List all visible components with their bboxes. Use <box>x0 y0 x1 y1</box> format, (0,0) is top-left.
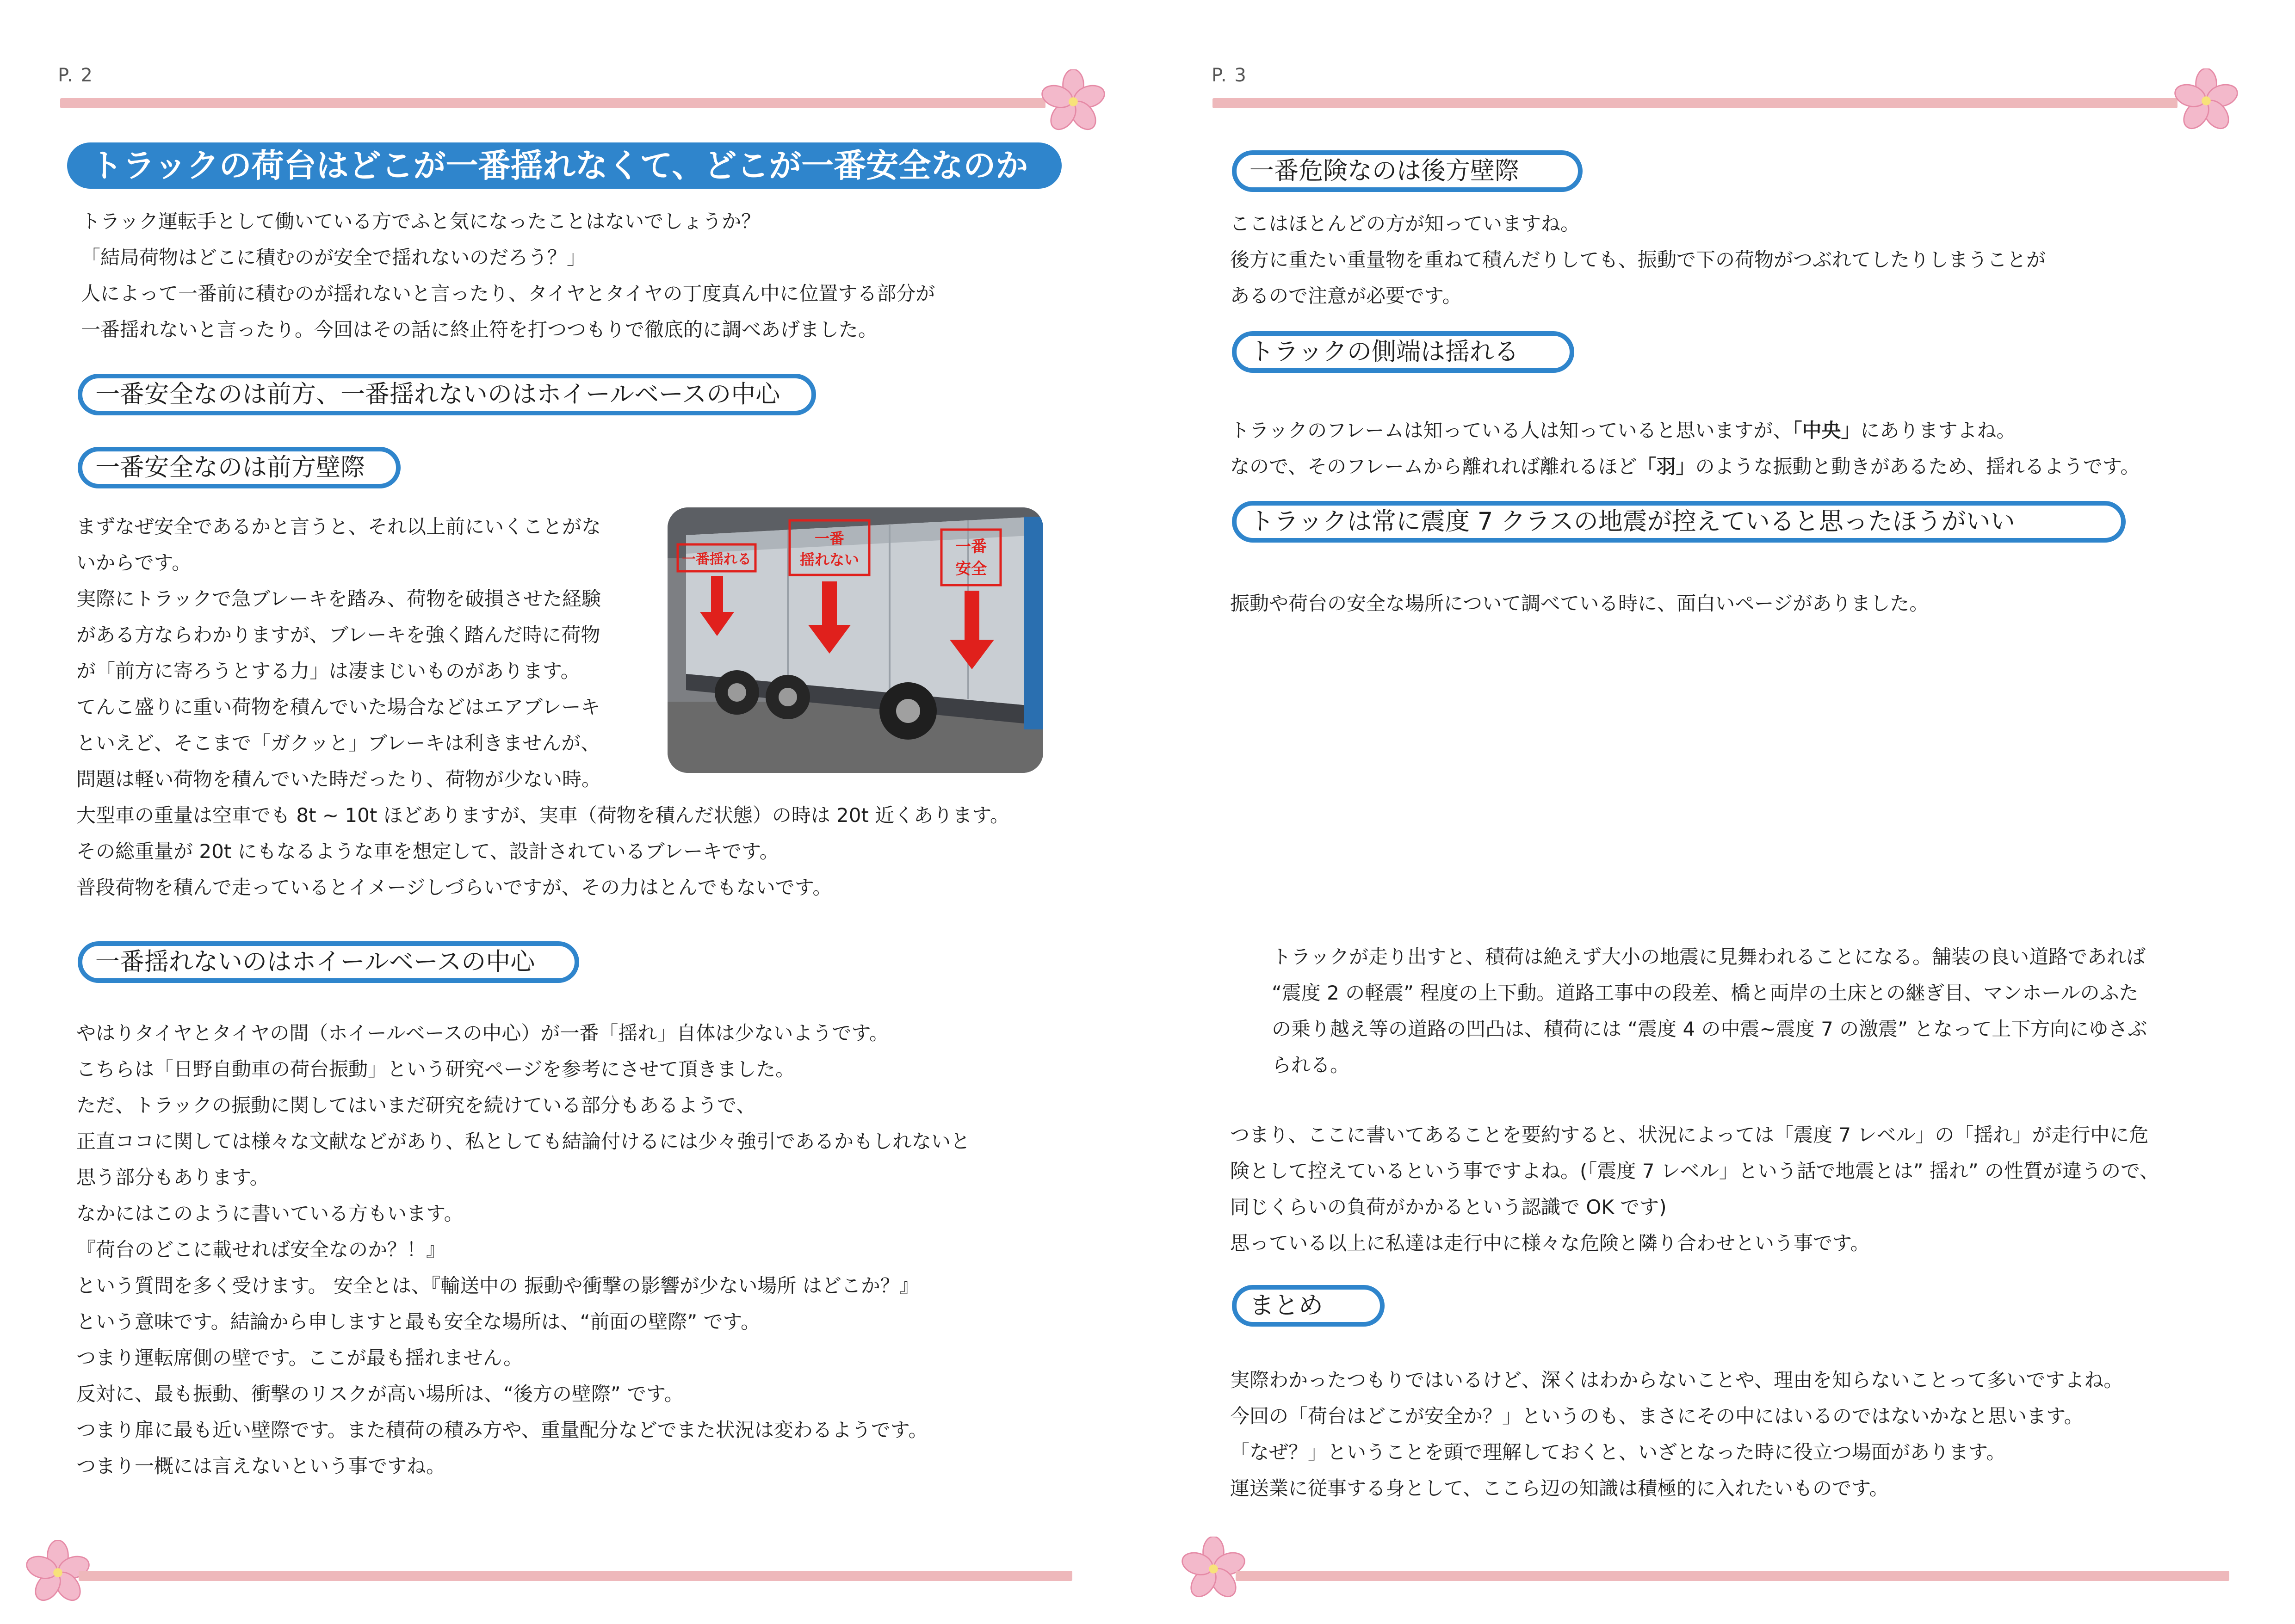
sakura-flower-icon <box>1041 69 1106 134</box>
body-line: 後方に重たい重量物を重ねて積んだりしても、振動で下の荷物がつぶれてしたりしまうことが <box>1230 248 2046 271</box>
quote-line: の乗り越え等の道路の凹凸は、積荷には “震度 4 の中震~震度 7 の激震” となって上下方向にゆさぶ <box>1272 1018 2147 1040</box>
intro-text <box>81 204 935 348</box>
bottom-divider <box>1236 1571 2229 1581</box>
body-text: にありますよね。 <box>1860 419 2016 442</box>
body-text: なので、そのフレームから離れれば離れるほど <box>1230 455 1637 478</box>
rear-wall-text <box>1230 206 2046 314</box>
truck-photo <box>668 507 1043 773</box>
photo-label-safest: 安全 <box>955 560 987 578</box>
section-heading-side-edge: トラックの側端は揺れる <box>1232 331 1574 373</box>
section-heading-wheelbase: 一番揺れないのはホイールベースの中心 <box>78 941 579 983</box>
body-line: 同じくらいの負荷がかかるという認識で OK です) <box>1230 1196 1667 1218</box>
intro-line: 「結局荷物はどこに積むのが安全で揺れないのだろう？」 <box>81 246 587 269</box>
body-line: まずなぜ安全であるかと言うと、それ以上前にいくことがな <box>76 515 601 538</box>
bottom-divider <box>79 1571 1072 1581</box>
body-line: といえど、そこまで「ガクッと」ブレーキは利きませんが、 <box>76 732 600 754</box>
truck-photo-illustration <box>668 507 1043 773</box>
body-line: 険として控えているという事ですよね。(「震度 7 レベル」という話で地震とは” 揺れ” の性質が違うので、 <box>1230 1160 2159 1182</box>
body-line: 正直ココに関しては様々な文献などがあり、私としても結論付けるには少々強引であるかもしれないと <box>76 1130 971 1153</box>
sakura-flower-icon <box>1181 1537 1246 1601</box>
earthquake-intro-text <box>1230 586 1929 622</box>
body-line: ここはほとんどの方が知っていますね。 <box>1230 212 1580 235</box>
side-edge-text <box>1230 413 2140 485</box>
body-line: あるので注意が必要です。 <box>1230 284 1462 307</box>
section-heading-safest-front: 一番安全なのは前方、一番揺れないのはホイールベースの中心 <box>78 374 816 415</box>
quote-text <box>1272 939 2147 1083</box>
body-text: のような振動と動きがあるため、揺れるようです。 <box>1695 455 2140 478</box>
body-line: 普段荷物を積んで走っているとイメージしづらいですが、その力はとんでもないです。 <box>76 876 832 899</box>
page-number: P. 2 <box>58 65 93 86</box>
body-line: という意味です。結論から申しますと最も安全な場所は、“前面の壁際” です。 <box>76 1310 761 1333</box>
sakura-flower-icon <box>2174 68 2239 133</box>
photo-label-safest: 一番 <box>955 537 987 556</box>
body-line: ただ、トラックの振動に関してはいまだ研究を続けている部分もあるようで、 <box>76 1094 756 1117</box>
body-line: つまり一概には言えないという事ですね。 <box>76 1455 446 1477</box>
body-line: こちらは「日野自動車の荷台振動」という研究ページを参考にさせて頂きました。 <box>76 1058 795 1081</box>
section-heading-summary: まとめ <box>1232 1285 1385 1327</box>
section-heading-rear-wall: 一番危険なのは後方壁際 <box>1232 150 1583 192</box>
top-divider <box>1212 98 2177 108</box>
emphasis-text: 「羽」 <box>1637 455 1695 478</box>
quote-line: “震度 2 の軽震” 程度の上下動。道路工事中の段差、橋と両岸の土床との継ぎ目、マンホールのふた <box>1272 982 2139 1004</box>
body-line: 今回の「荷台はどこが安全か？」というのも、まさにその中にはいるのではないかなと思います。 <box>1230 1405 2084 1427</box>
body-line: つまり運転席側の壁です。ここが最も揺れません。 <box>76 1346 523 1369</box>
body-line: つまり、ここに書いてあることを要約すると、状況によっては「震度 7 レベル」の「揺れ」が走行中に危 <box>1230 1124 2149 1146</box>
quote-line: トラックが走り出すと、積荷は絶えず大小の地震に見舞われることになる。舗装の良い道路であれば <box>1272 945 2146 968</box>
top-divider <box>60 98 1045 108</box>
photo-label-least-shake: 一番 <box>814 530 845 547</box>
body-text: トラックのフレームは知っている人は知っていると思いますが、 <box>1230 419 1793 442</box>
summary-text <box>1230 1362 2123 1507</box>
page-title: トラックの荷台はどこが一番揺れなくて、どこが一番安全なのか <box>67 142 1062 189</box>
body-line: 思っている以上に私達は走行中に様々な危険と隣り合わせという事です。 <box>1230 1232 1870 1254</box>
emphasis-text: 「中央」 <box>1792 419 1861 442</box>
photo-label-least-shake: 揺れない <box>799 551 860 568</box>
left-page <box>0 0 1147 1624</box>
body-line: 「なぜ？」ということを頭で理解しておくと、いざとなった時に役立つ場面があります。 <box>1230 1441 2006 1463</box>
section-heading-earthquake: トラックは常に震度 7 クラスの地震が控えていると思ったほうがいい <box>1232 501 2126 543</box>
body-line: つまり扉に最も近い壁際です。また積荷の積み方や、重量配分などでまた状況は変わるようです。 <box>76 1419 928 1441</box>
body-line: 問題は軽い荷物を積んでいた時だったり、荷物が少ない時。 <box>76 768 601 790</box>
body-line: 実際にトラックで急ブレーキを踏み、荷物を破損させた経験 <box>76 587 601 610</box>
intro-line: 一番揺れないと言ったり。今回はその話に終止符を打つつもりで徹底的に調べあげました。 <box>81 318 878 341</box>
right-page <box>1148 0 2295 1624</box>
intro-line: トラック運転手として働いている方でふと気になったことはないでしょうか？ <box>81 210 761 233</box>
body-line: という質問を多く受けます。 安全とは、『輸送中の 振動や衝撃の影響が少ない場所 はどこか？』 <box>76 1274 919 1297</box>
body-line: なかにはこのように書いている方もいます。 <box>76 1202 464 1225</box>
body-line: 振動や荷台の安全な場所について調べている時に、面白いページがありました。 <box>1230 592 1929 615</box>
body-line: が「前方に寄ろうとする力」は凄まじいものがあります。 <box>76 660 580 682</box>
body-line: てんこ盛りに重い荷物を積んでいた場合などはエアブレーキ <box>76 696 600 718</box>
body-line: 反対に、最も振動、衝撃のリスクが高い場所は、“後方の壁際” です。 <box>76 1383 684 1405</box>
body-line <box>1230 449 2140 485</box>
body-line <box>1230 413 2140 449</box>
body-line: がある方ならわかりますが、ブレーキを強く踏んだ時に荷物 <box>76 624 600 646</box>
body-line: いからです。 <box>76 551 192 574</box>
body-line: 思う部分もあります。 <box>76 1166 269 1189</box>
body-line: やはりタイヤとタイヤの間（ホイールベースの中心）が一番「揺れ」自体は少ないようです。 <box>76 1022 889 1044</box>
wheelbase-text <box>76 1015 970 1484</box>
intro-line: 人によって一番前に積むのが揺れないと言ったり、タイヤとタイヤの丁度真ん中に位置する部分が <box>81 282 935 305</box>
body-line: 実際わかったつもりではいるけど、深くはわからないことや、理由を知らないことって多いですよね。 <box>1230 1369 2123 1391</box>
body-line: 運送業に従事する身として、ここら辺の知識は積極的に入れたいものです。 <box>1230 1477 1889 1500</box>
photo-label-most-shake: 一番揺れる <box>682 551 751 568</box>
section-heading-front-wall: 一番安全なのは前方壁際 <box>78 447 401 488</box>
body-line: 大型車の重量は空車でも 8t ~ 10t ほどありますが、実車（荷物を積んだ状態）の時は 20t 近くあります。 <box>76 804 1009 827</box>
body-line: その総重量が 20t にもなるような車を想定して、設計されているブレーキです。 <box>76 840 779 863</box>
page-number: P. 3 <box>1212 65 1247 86</box>
earthquake-summary-text <box>1230 1117 2159 1261</box>
body-line: 『荷台のどこに載せれば安全なのか？！』 <box>76 1238 446 1261</box>
quote-line: られる。 <box>1272 1054 1350 1076</box>
